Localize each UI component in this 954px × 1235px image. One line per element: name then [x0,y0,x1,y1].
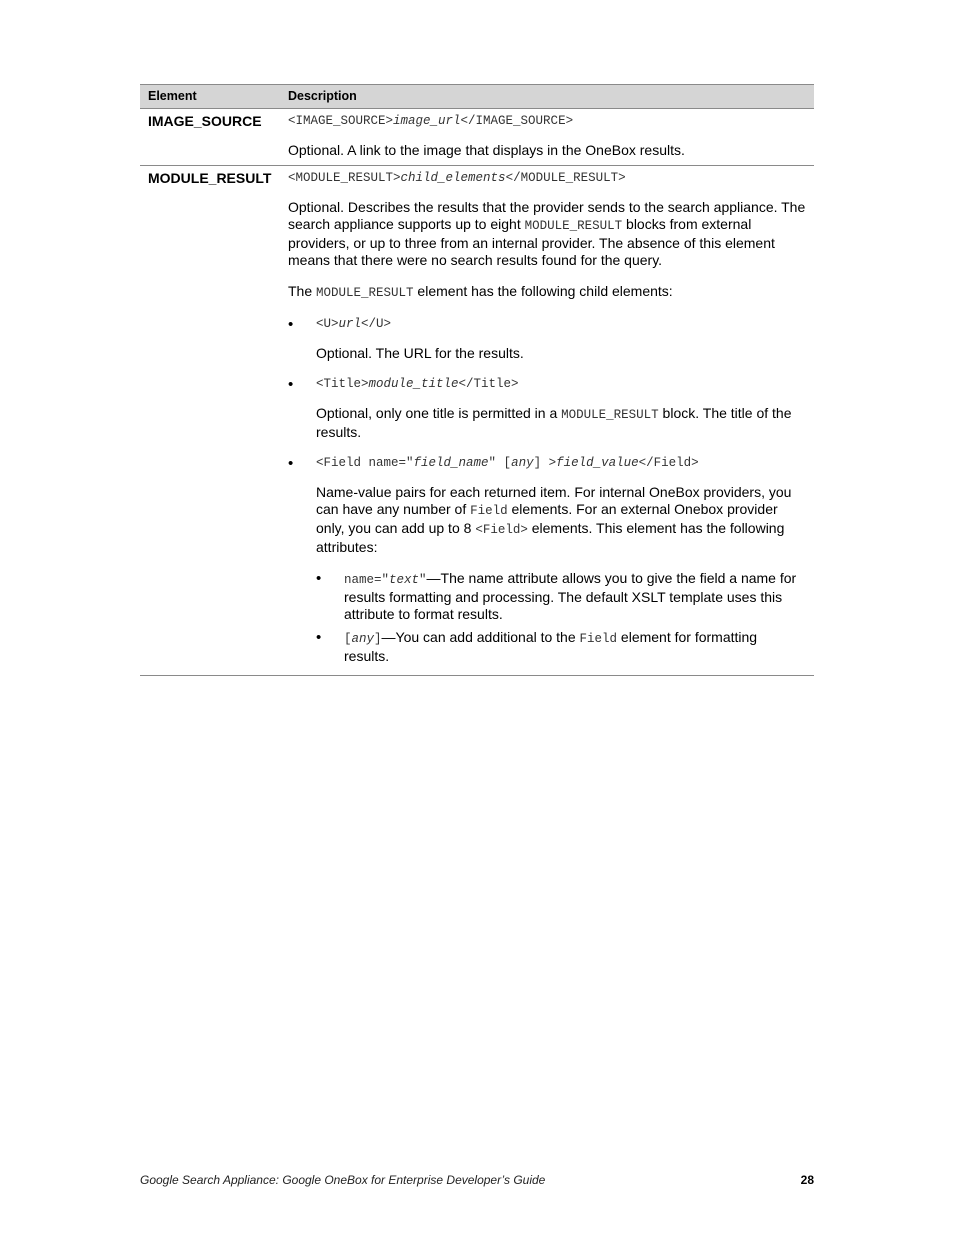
list-item-u [288,316,806,362]
description-paragraph [288,199,806,269]
code-part: name=" [344,573,390,587]
text-run: block. The title of the results. [316,405,792,440]
inline-code [344,573,427,587]
text-run: Optional. Describes the results that the provider sends to the search appliance. The search appliance supports up to eight [288,199,806,232]
child-elements-intro [288,283,806,302]
text-run: element has the following child elements: [413,283,673,299]
syntax-variable: child_elements [400,171,506,185]
syntax-line [288,170,806,187]
syntax-variable: module_title [368,377,459,391]
syntax-line [316,316,806,333]
child-description: Optional. The URL for the results. [316,345,524,361]
inline-code: Field [470,504,508,518]
text-run: Name-value pairs for each returned item. For internal OneBox providers, you can have any number of [316,484,792,517]
list-item-title [288,376,806,441]
syntax-variable: text [389,573,420,587]
bullet-icon: • [288,376,294,393]
list-item-name-attribute [316,570,806,623]
bullet-icon: • [316,629,322,646]
syntax-open-tag: <IMAGE_SOURCE> [288,114,394,128]
syntax-variable: image_url [393,114,461,128]
inline-code: Field [579,632,618,646]
syntax-close-tag: </IMAGE_SOURCE> [460,114,574,128]
syntax-part: </Field> [638,456,699,470]
syntax-line [288,113,806,130]
description-text: Optional. A link to the image that displays in the OneBox results. [288,142,685,158]
bullet-icon: • [316,570,322,587]
bullet-icon: • [288,316,294,333]
inline-code: MODULE_RESULT [524,219,623,233]
list-item-any-attribute [316,629,806,665]
syntax-variable: field_value [556,456,639,470]
list-item-field [288,455,806,665]
text-run: elements. For an external Onebox provider only, you can add up to 8 [316,501,778,536]
syntax-variable: url [338,317,362,331]
syntax-open-tag: <MODULE_RESULT> [288,171,401,185]
child-elements-list [288,316,806,665]
text-run: elements. This element has the following attributes: [316,520,785,555]
code-part: [ [344,632,352,646]
element-description [280,109,814,166]
column-header-description: Description [280,85,814,109]
syntax-close-tag: </U> [361,317,392,331]
element-name: MODULE_RESULT [140,166,280,676]
child-description [316,484,806,556]
syntax-close-tag: </MODULE_RESULT> [505,171,626,185]
code-part: " [419,573,427,587]
text-run: Optional, only one title is permitted in a [316,405,562,421]
text-run: —The name attribute allows you to give the field a name for results formatting and processing. The default XSLT template uses this attribute to format results. [344,570,797,622]
syntax-close-tag: </Title> [458,377,519,391]
syntax-open-tag: <U> [316,317,339,331]
text-run: blocks from external providers, or up to three from an internal provider. The absence of this element means that there were no search results found for the query. [288,216,775,268]
footer-page-number: 28 [800,1173,814,1187]
inline-code: MODULE_RESULT [316,286,414,300]
inline-code [344,632,382,646]
table-header-row [140,85,814,109]
syntax-part: ] > [533,456,557,470]
syntax-open-tag: <Title> [316,377,369,391]
table-row-module-result [140,166,814,676]
column-header-element: Element [140,85,280,109]
syntax-line [316,455,806,472]
text-run: —You can add additional to the [381,629,580,645]
text-run: The [288,283,317,299]
element-description-table [140,84,814,676]
footer-guide-title: Google Search Appliance: Google OneBox for Enterprise Developer’s Guide [140,1173,546,1187]
inline-code: <Field> [475,523,528,537]
table-row-image-source [140,109,814,166]
syntax-variable: any [511,456,534,470]
syntax-part: " [ [488,456,512,470]
syntax-line [316,376,806,393]
syntax-part: <Field name=" [316,456,414,470]
syntax-variable: field_name [413,456,489,470]
element-description [280,166,814,676]
element-name: IMAGE_SOURCE [140,109,280,166]
syntax-variable: any [351,632,375,646]
text-run: element for formatting results. [344,629,758,664]
bullet-icon: • [288,455,294,472]
field-attributes-list [316,570,806,665]
code-part: ] [374,632,382,646]
inline-code: MODULE_RESULT [561,408,659,422]
child-description [316,405,806,441]
